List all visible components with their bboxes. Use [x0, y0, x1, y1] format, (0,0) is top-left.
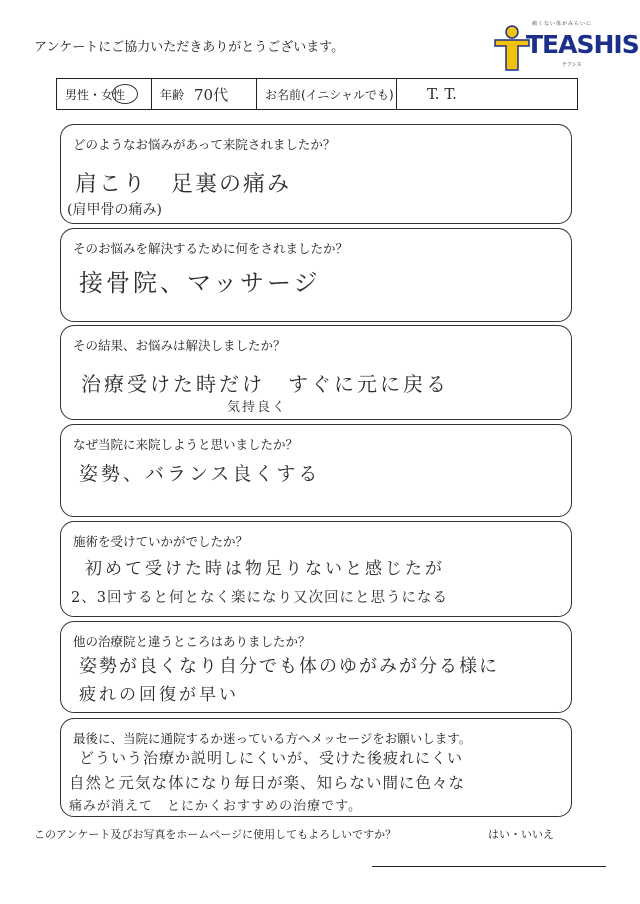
- name-value: T. T.: [427, 85, 457, 103]
- answer-2-line-1: 接骨院、マッサージ: [79, 269, 321, 297]
- question-text-6: 他の治療院と違うところはありましたか？: [73, 634, 311, 649]
- gender-cell: [57, 79, 152, 109]
- answer-1-line-1: 肩こり 足裏の痛み: [75, 172, 292, 197]
- answer-4-line-1: 姿勢、バランス良くする: [79, 463, 321, 485]
- signature-line: [372, 866, 606, 867]
- gender-label: 男性・女性: [65, 87, 126, 102]
- answer-6-line-2: 疲れの回復が早い: [79, 685, 239, 705]
- question-text-1: どのようなお悩みがあって来院されましたか？: [73, 137, 336, 152]
- female-circled-mark: [112, 84, 138, 104]
- question-text-5: 施術を受けていかがでしたか？: [73, 534, 249, 549]
- logo-tagline: 痛くない体がみらいに: [532, 21, 593, 27]
- answer-7-line-1: どういう治療か説明しにくいが、受けた後疲れにくい: [79, 749, 464, 767]
- logo-name: TEASHIS: [526, 30, 639, 59]
- teashis-logo: [492, 18, 639, 74]
- name-label: お名前(イニシャルでも): [265, 87, 394, 102]
- question-box-2: [60, 228, 572, 322]
- question-box-7: [60, 718, 572, 817]
- header-thanks: アンケートにご協力いただきありがとうございます。: [34, 40, 345, 55]
- answer-3-line-1: 治療受けた時だけ すぐに元に戻る: [81, 372, 449, 396]
- question-text-4: なぜ当院に来院しようと思いましたか？: [73, 437, 299, 452]
- age-cell: [152, 79, 257, 109]
- answer-5-line-1: 初めて受けた時は物足りないと感じたが: [85, 559, 445, 579]
- name-label-cell: [257, 79, 397, 109]
- logo-kana: テアシス: [562, 62, 582, 68]
- answer-6-line-1: 姿勢が良くなり自分でも体のゆがみが分る様に: [79, 656, 499, 677]
- question-text-7: 最後に、当院に通院するか迷っている方へメッセージをお願いします。: [73, 731, 472, 746]
- question-box-6: [60, 621, 572, 713]
- age-value: 70代: [194, 85, 229, 104]
- question-box-5: [60, 521, 572, 617]
- name-value-cell: [397, 79, 577, 109]
- age-label: 年齢: [160, 87, 185, 102]
- question-box-3: [60, 325, 572, 420]
- footer-question: このアンケート及びお写真をホームページに使用してもよろしいですか？: [34, 828, 397, 841]
- answer-7-line-3: 痛みが消えて とにかくおすすめの治療です。: [69, 799, 363, 814]
- question-box-1: [60, 124, 572, 224]
- question-text-2: そのお悩みを解決するために何をされましたか？: [73, 241, 349, 256]
- question-box-4: [60, 424, 572, 517]
- answer-3-line-2: 気持良く: [227, 400, 288, 415]
- answer-7-line-2: 自然と元気な体になり毎日が楽、知らない間に色々な: [69, 774, 466, 792]
- respondent-info-table: [56, 78, 578, 110]
- answer-5-line-2: 2、3回すると何となく楽になり又次回にと思うになる: [71, 590, 448, 606]
- answer-1-line-2: (肩甲骨の痛み): [67, 202, 162, 218]
- footer-yes-no: はい・いいえ: [488, 828, 554, 841]
- question-text-3: その結果、お悩みは解決しましたか？: [73, 338, 286, 353]
